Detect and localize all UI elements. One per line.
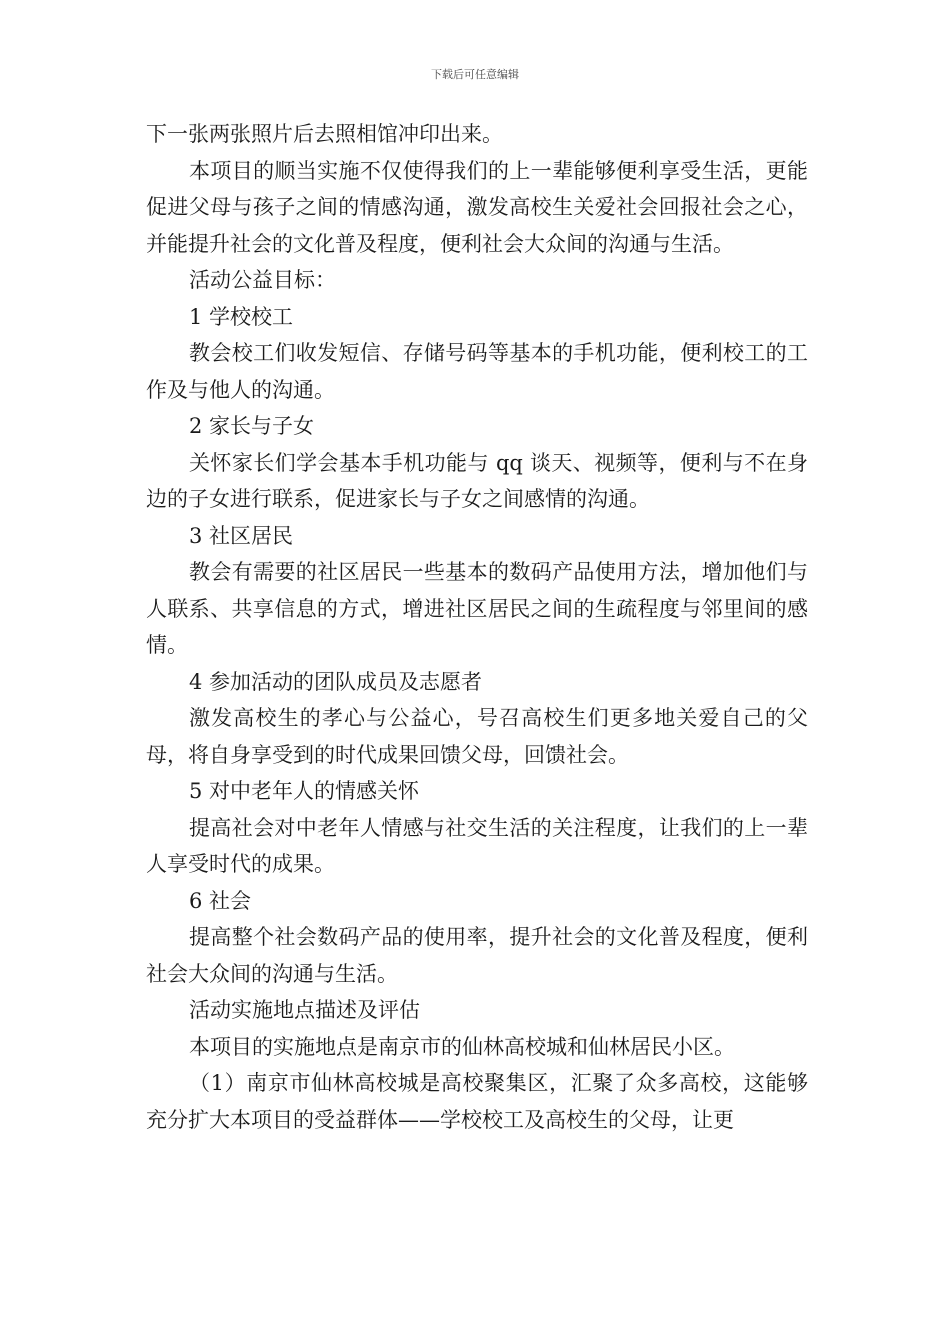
paragraph: （1）南京市仙林高校城是高校聚集区，汇聚了众多高校，这能够充分扩大本项目的受益群体——学校校工及高校生的父母，让更	[146, 1071, 808, 1132]
list-heading: 3 社区居民	[189, 523, 294, 548]
document-body	[146, 116, 808, 1138]
section-heading: 活动公益目标：	[189, 268, 336, 292]
paragraph: 本项目的实施地点是南京市的仙林高校城和仙林居民小区。	[189, 1034, 735, 1059]
list-heading: 2 家长与子女	[189, 414, 315, 438]
section-heading: 活动实施地点描述及评估	[189, 998, 420, 1022]
page-header: 下载后可任意编辑	[431, 68, 519, 81]
paragraph: 激发高校生的孝心与公益心，号召高校生们更多地关爱自己的父母，将自身享受到的时代成果回馈父母，回馈社会。	[146, 706, 808, 767]
list-heading: 4 参加活动的团队成员及志愿者	[189, 669, 483, 694]
paragraph: 下一张两张照片后去照相馆冲印出来。	[146, 122, 503, 146]
list-heading: 5 对中老年人的情感关怀	[189, 779, 420, 803]
list-heading: 1 学校校工	[189, 304, 294, 329]
paragraph: 提高社会对中老年人情感与社交生活的关注程度，让我们的上一辈人享受时代的成果。	[146, 815, 808, 876]
paragraph: 关怀家长们学会基本手机功能与 qq 谈天、视频等，便利与不在身边的子女进行联系，促进家长与子女之间感情的沟通。	[146, 450, 808, 511]
paragraph: 教会有需要的社区居民一些基本的数码产品使用方法，增加他们与人联系、共享信息的方式，增进社区居民之间的生疏程度与邻里间的感情。	[146, 560, 808, 657]
list-heading: 6 社会	[189, 888, 252, 913]
paragraph: 本项目的顺当实施不仅使得我们的上一辈能够便利享受生活，更能促进父母与孩子之间的情感沟通，激发高校生关爱社会回报社会之心，并能提升社会的文化普及程度，便利社会大众间的沟通与生活。	[146, 158, 808, 256]
paragraph: 教会校工们收发短信、存储号码等基本的手机功能，便利校工的工作及与他人的沟通。	[146, 341, 808, 402]
paragraph: 提高整个社会数码产品的使用率，提升社会的文化普及程度，便利社会大众间的沟通与生活。	[146, 925, 808, 986]
